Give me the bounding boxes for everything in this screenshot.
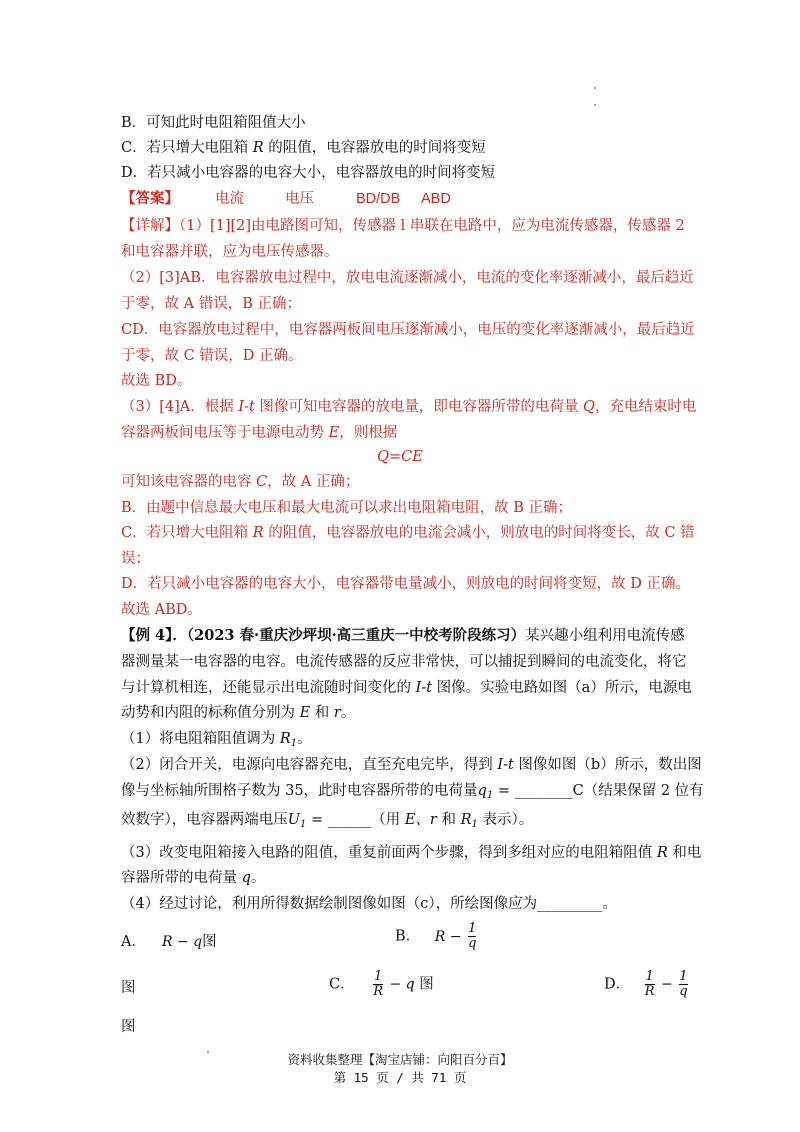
explain-line-3: （2）[3]AB．电容器放电过程中，放电电流逐渐减小，电流的变化率逐渐减小，最后趋近 (121, 270, 694, 286)
option-a-label: A． (121, 934, 146, 950)
explain-line-4: 于零，故 A 错误，B 正确； (121, 296, 301, 312)
explain-line-15: 故选 ABD。 (121, 602, 202, 618)
option-d-fraction-1 (645, 970, 655, 999)
num: 1 (373, 969, 383, 984)
answer-blank-u1[interactable]: ______ (327, 812, 372, 828)
t: （4）经过讨论，利用所得数据绘制图像如图（c），所绘图像应为 (121, 896, 538, 912)
t: 像与坐标轴所围格子数为 35，此时电容器所带的电荷量 (121, 783, 478, 799)
explain-line-1: 【详解】（1）[1][2]由电路图可知，传感器 l 串联在电路中，应为电流传感器，传感器 2 (121, 218, 685, 234)
page-number: 第 15 页 / 共 71 页 (333, 1070, 467, 1085)
t: （1）将电阻箱阻值调为 (121, 731, 280, 747)
var-e: E (328, 425, 340, 441)
sub: 1 (486, 790, 494, 801)
option-d-fraction-2 (679, 970, 687, 999)
example-line-2: 器测量某一电容器的电容。电流传感器的反应非常快，可以捕捉到瞬间的电流变化，将它 (121, 654, 687, 670)
t: （用 (371, 812, 405, 828)
example-line-3 (121, 678, 692, 698)
t: C．若只增大电阻箱 (121, 525, 253, 541)
explain-line-2: 和电容器并联，应为电压传感器。 (121, 244, 339, 260)
option-d-label: D． (604, 976, 631, 993)
option-b[interactable] (395, 922, 478, 951)
t: （2）闭合开关，电源向电容器充电，直至充电完毕，得到 (121, 757, 498, 773)
t: （3）[4]A．根据 (121, 399, 239, 415)
answer-label: 【答案】 (121, 190, 179, 207)
var-r: R (252, 525, 264, 541)
explain-line-13: 误； (121, 551, 150, 567)
answer-blank-q1[interactable]: ________ (514, 783, 573, 799)
t: 某兴趣小组利用电流传感 (525, 628, 685, 644)
den: R (644, 984, 655, 999)
var-it: I-t (415, 680, 433, 696)
var-r: R (656, 845, 668, 861)
choice-c (121, 138, 486, 158)
t: C（结果保留 2 位有 (572, 783, 704, 799)
scan-dot (594, 87, 596, 89)
example-line-1 (121, 626, 685, 646)
option-d[interactable] (604, 970, 690, 999)
t: 可知该电容器的电容 (121, 474, 257, 490)
num: 1 (645, 969, 654, 984)
option-a[interactable] (121, 932, 217, 952)
t: 图像可知电容器的放电量，即电容器所带的电荷量 (254, 399, 584, 415)
t: 容器两板间电压等于电源电动势 (121, 425, 329, 441)
step-3-cont (121, 868, 265, 888)
step-2-cont (121, 781, 704, 806)
t: 动势和内阻的标称值分别为 (121, 705, 300, 721)
explain-line-10 (121, 472, 359, 492)
t: 。 (602, 896, 617, 912)
t: 和 (310, 705, 334, 721)
t: 的阻值，电容器放电的电流会减小，则放电的时间将变长，故 C 错 (263, 525, 695, 541)
example-tag: 【例 4】．（2023 春·重庆沙坪坝·高三重庆一中校考阶段练习） (121, 627, 526, 644)
t: 表示）。 (477, 812, 534, 828)
step-4 (121, 894, 617, 914)
t: ，充电结束时电 (594, 399, 697, 415)
minus: − (656, 976, 678, 993)
option-b-label: B． (395, 928, 421, 945)
option-c[interactable] (329, 970, 434, 999)
answer-blank-graph[interactable]: _________ (537, 896, 603, 912)
explain-line-5: CD．电容器放电过程中，电容器两板间电压逐渐减小，电压的变化率逐渐减小，最后趋近 (121, 322, 695, 338)
t: 容器所带的电荷量 (121, 870, 242, 886)
t: 和电 (667, 845, 702, 861)
option-d-tail: 图 (121, 1019, 136, 1035)
var-q: Q (583, 399, 595, 415)
option-b-fraction (468, 922, 476, 951)
step-1 (121, 729, 312, 754)
var-r: R (460, 812, 472, 828)
var-it: I-t (238, 399, 255, 415)
explain-line-8 (121, 397, 696, 417)
sub: 1 (299, 819, 307, 830)
example-line-4 (121, 703, 355, 723)
answer-1: 电流 (215, 191, 244, 207)
t: 与计算机相连，还能显示出电流随时间变化的 (121, 680, 416, 696)
var-it: I-t (497, 757, 514, 773)
option-a-expr: R − q (161, 934, 203, 950)
option-a-tail: 图 (202, 934, 217, 950)
sub: 1 (471, 819, 478, 830)
explain-line-11: B．由题中信息最大电压和最大电流可以求出电阻箱电阻，故 B 正确； (121, 500, 573, 516)
explain-line-14: D．若只减小电容器的电容大小，电容器带电量减小，则放电的时间将变短，故 D 正确。 (121, 576, 690, 592)
footer-source: 资料收集整理【淘宝店铺：向阳百分百】 (287, 1052, 513, 1067)
t: 图像。实验电路如图（a）所示，电源电 (432, 680, 692, 696)
t: 图像如图（b）所示，数出图 (513, 757, 702, 773)
num: 1 (468, 921, 477, 936)
explain-line-7: 故选 BD。 (121, 373, 192, 389)
t: ，故 A 正确； (267, 474, 360, 490)
choice-c-text-2: 的阻值，电容器放电的时间将变短 (263, 140, 486, 156)
t: 。 (340, 705, 356, 721)
den: q (679, 984, 688, 999)
t: （3）改变电阻箱接入电路的阻值，重复前面两个步骤，得到多组对应的电阻箱阻值 (121, 845, 657, 861)
answer-3: BD/DB (356, 191, 401, 207)
num: 1 (679, 969, 688, 984)
option-c-expr: − q (385, 976, 415, 993)
t: 。 (250, 870, 266, 886)
option-b-expr: R − (434, 928, 462, 945)
explain-line-12 (121, 523, 695, 543)
answer-4: ABD (421, 191, 451, 207)
var-r: R (279, 731, 291, 747)
t: 效数字），电容器两端电压 (121, 812, 288, 828)
var-c: C (256, 474, 268, 490)
scan-dot (594, 104, 596, 106)
option-b-tail: 图 (121, 980, 136, 996)
t: = (306, 812, 328, 828)
sub: 1 (290, 738, 298, 749)
option-c-tail: 图 (419, 976, 434, 993)
t: = (493, 783, 515, 799)
var-r: R (252, 140, 264, 156)
t: 和 (436, 812, 461, 828)
var-r: r (333, 705, 341, 721)
explain-line-6: 于零，故 C 错误，D 正确。 (121, 348, 303, 364)
var-q: q (241, 870, 251, 886)
explain-line-9 (121, 423, 397, 443)
var-e: E (299, 705, 311, 721)
option-c-fraction (373, 970, 383, 999)
var-u: U (287, 812, 300, 828)
step-2 (121, 755, 702, 775)
den: q (468, 936, 477, 951)
step-2-cont-2 (121, 810, 533, 835)
choice-c-text: C．若只增大电阻箱 (121, 140, 253, 156)
step-3 (121, 843, 701, 863)
choice-d: D．若只减小电容器的电容大小，电容器放电的时间将变短 (121, 165, 496, 181)
var-q: q (477, 783, 487, 799)
formula-q-ce: Q=CE (377, 449, 423, 465)
choice-b: B．可知此时电阻箱阻值大小 (121, 115, 306, 131)
den: R (373, 984, 384, 999)
answer-2: 电压 (285, 191, 314, 207)
t: 。 (297, 731, 312, 747)
answer-line (121, 189, 451, 209)
var-er: E、r (404, 812, 437, 828)
option-c-label: C． (329, 976, 355, 993)
t: ，则根据 (339, 425, 398, 441)
